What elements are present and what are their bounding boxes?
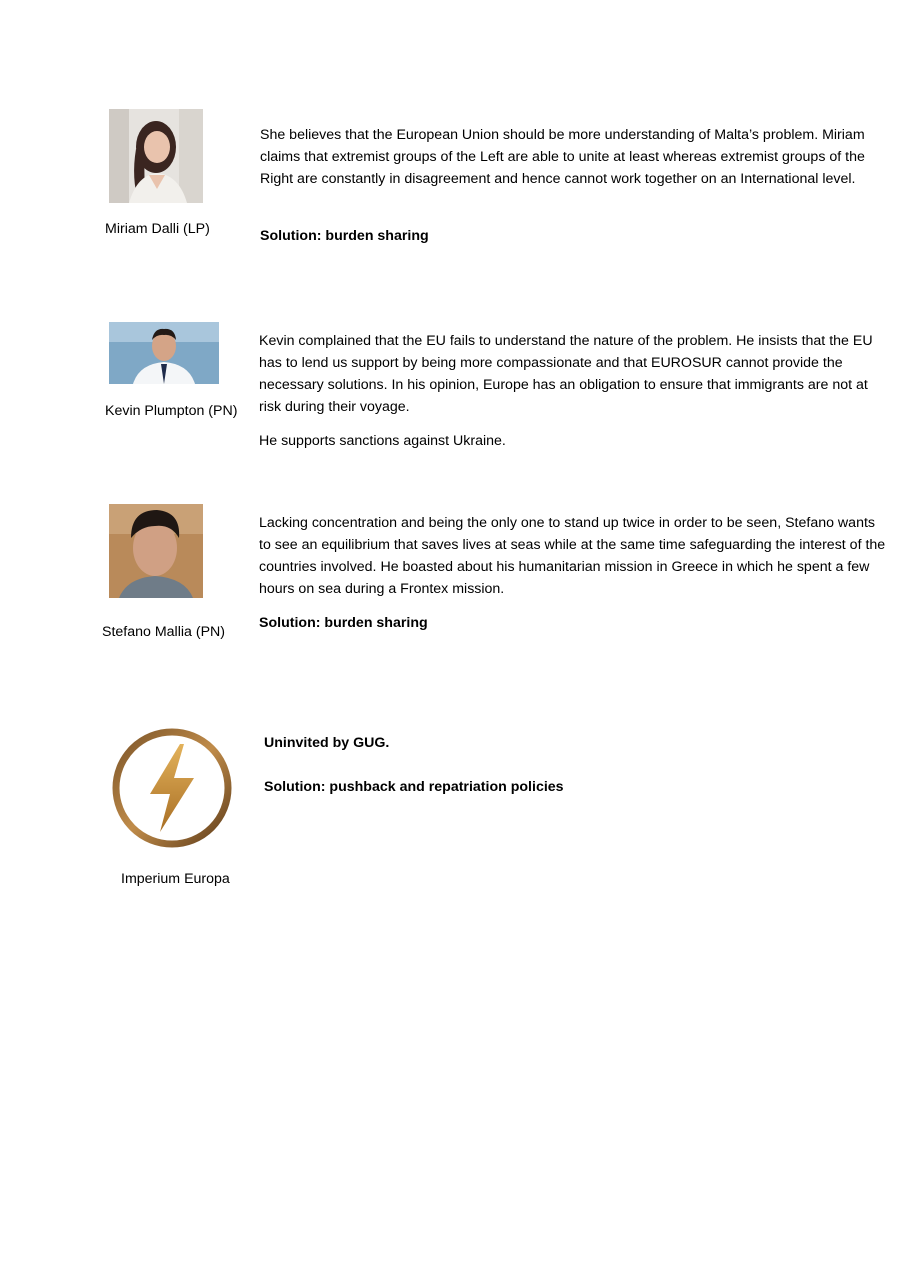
stefano-mallia-solution: Solution: burden sharing [259,615,428,631]
lightning-bolt-logo-icon [110,726,234,850]
miriam-dalli-solution: Solution: burden sharing [260,228,429,244]
person-name-stefano-mallia: Stefano Mallia (PN) [102,624,226,640]
person-name-kevin-plumpton: Kevin Plumpton (PN) [105,403,238,419]
kevin-plumpton-photo [109,322,219,384]
organization-name-imperium-europa: Imperium Europa [121,871,230,887]
miriam-dalli-statement: She believes that the European Union should be more understanding of Malta’s problem. Miriam claims that extremist groups of the Left are able to unite at least whereas extremist groups of the Right are constantly in disagreement and hence cannot work together on an International level. [260,127,865,187]
imperium-europa-note: Uninvited by GUG. [264,735,390,751]
stefano-mallia-statement: Lacking concentration and being the only one to stand up twice in order to be seen, Stefano wants to see an equilibrium that saves lives at seas while at the same time safeguarding the interest of the countries involved. He boasted about his humanitarian mission in Greece in which he spent a few hours on sea during a Frontex mission. [259,515,886,597]
kevin-plumpton-sanctions-statement: He supports sanctions against Ukraine. [259,433,506,449]
kevin-plumpton-statement: Kevin complained that the EU fails to understand the nature of the problem. He insists that the EU has to lend us support by being more compassionate and that EUROSUR cannot provide the necessary solutions. In his opinion, Europe has an obligation to ensure that immigrants are not at risk during their voyage. [259,333,873,415]
stefano-mallia-photo [109,504,203,598]
miriam-dalli-photo [109,109,203,203]
imperium-europa-solution: Solution: pushback and repatriation policies [264,779,564,795]
person-name-miriam-dalli: Miriam Dalli (LP) [105,221,210,237]
